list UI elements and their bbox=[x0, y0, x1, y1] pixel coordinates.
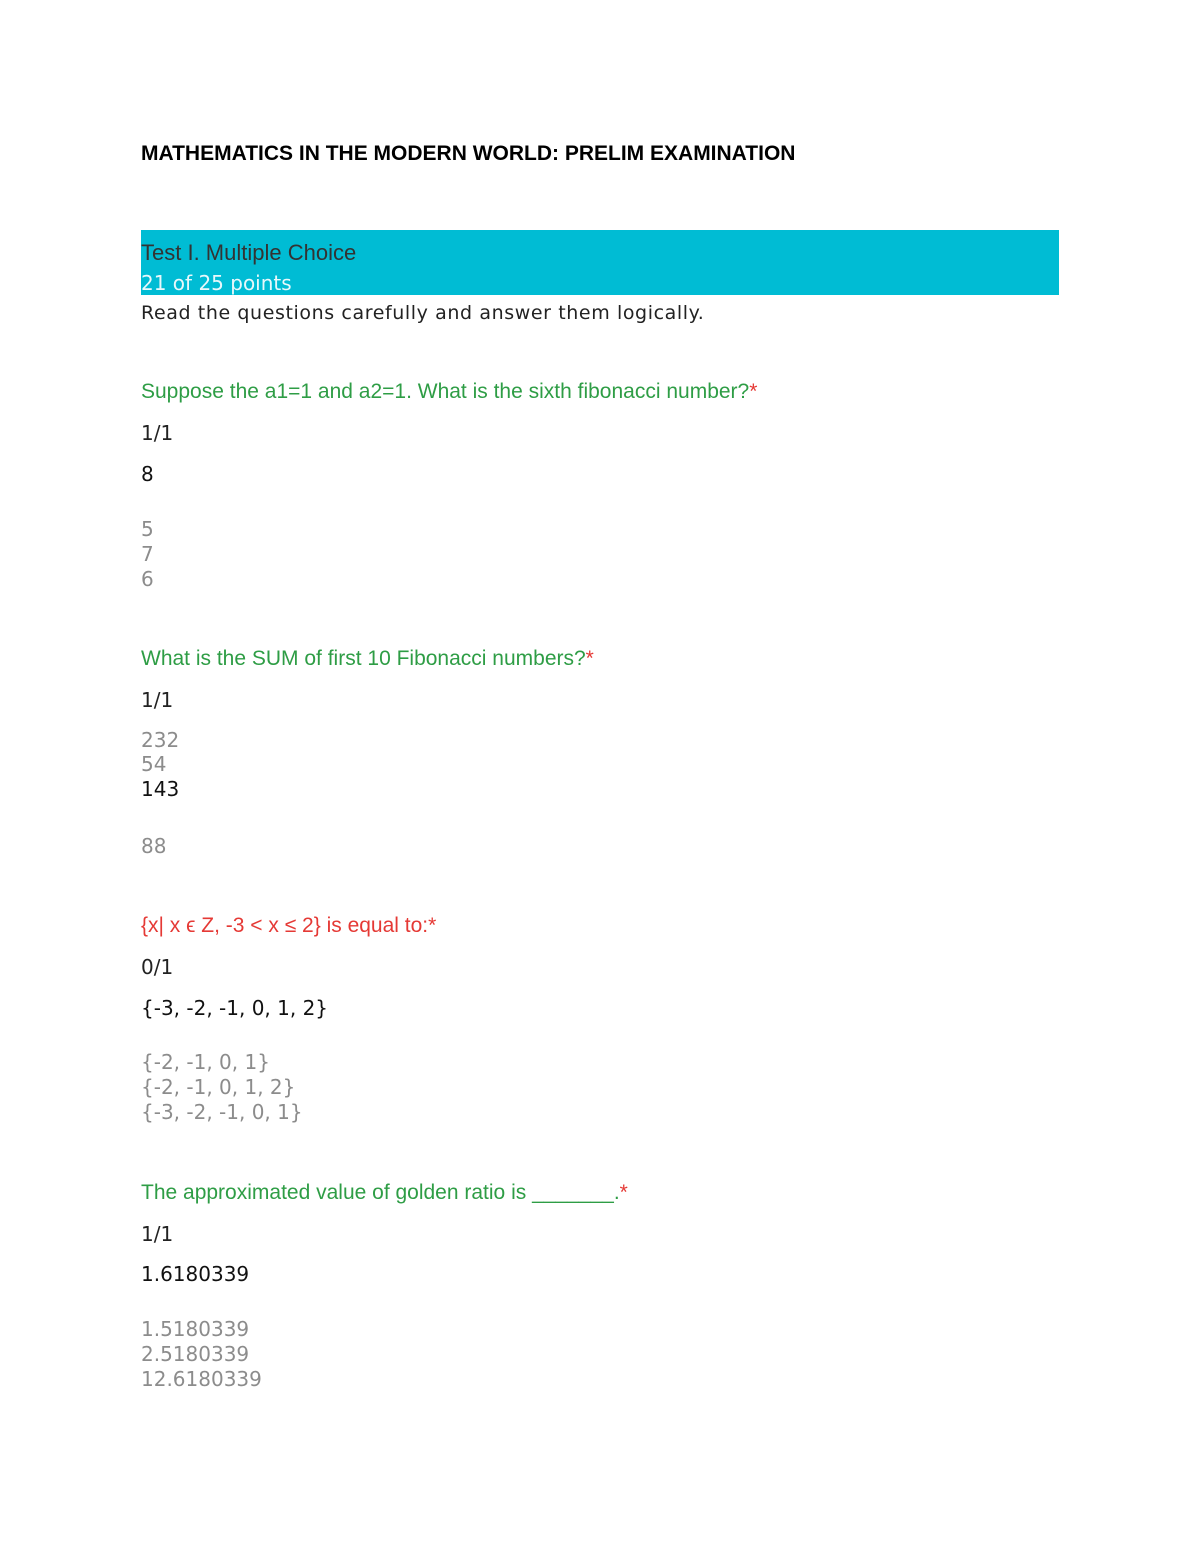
question-4-option-4[interactable]: 12.6180339 bbox=[141, 1367, 262, 1391]
question-4-score: 1/1 bbox=[141, 1222, 174, 1246]
question-3-prompt bbox=[141, 914, 436, 938]
exam-title: MATHEMATICS IN THE MODERN WORLD: PRELIM EXAMINATION bbox=[141, 142, 796, 165]
question-1-prompt bbox=[141, 380, 757, 404]
question-text: Suppose the a1=1 and a2=1. What is the sixth fibonacci number? bbox=[141, 380, 750, 403]
question-4-option-1[interactable]: 1.6180339 bbox=[141, 1262, 250, 1286]
required-marker: * bbox=[585, 647, 594, 670]
question-4-prompt bbox=[141, 1181, 628, 1205]
required-marker: * bbox=[749, 380, 758, 403]
question-3-option-3[interactable]: {-2, -1, 0, 1, 2} bbox=[141, 1075, 296, 1099]
question-2-prompt bbox=[141, 647, 594, 671]
question-2-option-1[interactable]: 232 bbox=[141, 728, 180, 752]
question-text: The approximated value of golden ratio is _______. bbox=[141, 1181, 620, 1204]
question-1-option-4[interactable]: 6 bbox=[141, 567, 154, 591]
question-4-option-2[interactable]: 1.5180339 bbox=[141, 1317, 250, 1341]
question-2-option-2[interactable]: 54 bbox=[141, 752, 167, 776]
required-marker: * bbox=[428, 914, 437, 937]
section-instructions: Read the questions carefully and answer them logically. bbox=[141, 302, 705, 324]
question-3-score: 0/1 bbox=[141, 955, 174, 979]
question-text: {x| x ϵ Z, -3 < x ≤ 2} is equal to: bbox=[141, 914, 429, 937]
question-1-option-3[interactable]: 7 bbox=[141, 542, 154, 566]
question-1-score: 1/1 bbox=[141, 421, 174, 445]
question-1-option-1[interactable]: 8 bbox=[141, 462, 154, 486]
question-3-option-2[interactable]: {-2, -1, 0, 1} bbox=[141, 1050, 270, 1074]
section-points: 21 of 25 points bbox=[141, 271, 292, 295]
question-4-option-3[interactable]: 2.5180339 bbox=[141, 1342, 250, 1366]
section-header bbox=[141, 230, 1059, 295]
required-marker: * bbox=[619, 1181, 628, 1204]
question-2-option-3[interactable]: 143 bbox=[141, 777, 180, 801]
question-3-option-1[interactable]: {-3, -2, -1, 0, 1, 2} bbox=[141, 996, 329, 1020]
question-1-option-2[interactable]: 5 bbox=[141, 517, 154, 541]
section-title: Test I. Multiple Choice bbox=[141, 240, 357, 265]
question-2-option-4[interactable]: 88 bbox=[141, 834, 167, 858]
question-2-score: 1/1 bbox=[141, 688, 174, 712]
question-text: What is the SUM of first 10 Fibonacci numbers? bbox=[141, 647, 586, 670]
question-3-option-4[interactable]: {-3, -2, -1, 0, 1} bbox=[141, 1100, 303, 1124]
